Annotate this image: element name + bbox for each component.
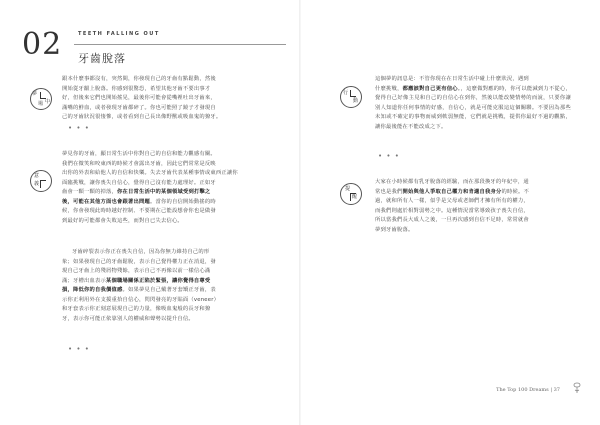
text-line: 出你的外表和給他人的自信和快樂。失去牙齒代表某種事情或東西正讓你 [62, 170, 238, 176]
emphasis-text: 你在日常生活中的某個領域受到打擊之 [116, 189, 211, 195]
text-line: 滿；牙槽出血表示 [62, 277, 106, 284]
section-dots: • • • [68, 124, 90, 132]
clock-icon [30, 170, 52, 192]
clock-icon [340, 86, 362, 108]
leaf-icon [572, 382, 582, 394]
text-line: 。當你的自信開始動搖的時 [149, 198, 216, 205]
clock-label: 行 [343, 90, 349, 96]
text-line: 夢見你的牙齒，顯日常生活中你對自己的自信和能力觀感有關。 [62, 151, 216, 157]
text-line: 象；如果發現自己的牙齒鬆脫，表示自己覺得權力正在消退，發 [62, 258, 216, 265]
clock-label: 義 [34, 181, 40, 187]
text-line: 過，就和所有人一樣，似乎是父母或老師們才擁有所有的權力， [375, 198, 529, 204]
text-line: 。 [457, 85, 461, 92]
clock-label: 提 [345, 186, 351, 192]
text-line: 大家在小時候都有乳牙脫落的經驗，而在那段換牙的年紀中，通 [375, 179, 529, 185]
text-line: 的時候。不 [501, 188, 529, 195]
clock-icon [340, 183, 362, 205]
text-line: 而我們則處於相對弱勢之中。這種情況當常導致孩子喪失自信， [375, 207, 529, 214]
text-line: 夢到牙齒脫落。 [375, 226, 414, 233]
page-footer [496, 387, 560, 393]
clock-label: 醒 [352, 194, 358, 200]
clock-label: 動 [353, 98, 359, 104]
emphasis-text: 某個職場關係正陷於緊張，讓你覺得自尊受 [105, 277, 211, 284]
text-line: 所以當我們長大成人之後，一旦再次感到自信不足時，常常就會 [375, 217, 529, 223]
book-title: The Top 100 Dreams [496, 387, 549, 393]
emphasis-text: 後，可能在其他方面也會跟著出問題 [62, 198, 150, 205]
text-line: 跟本什麼事都沒有，突然間，你發現自己的牙齒有點鬆動，然後 [62, 76, 216, 82]
chapter-title: 牙齒脫落 [78, 52, 126, 65]
text-line: 滿嘴的鮮血，或者發現牙齒都碎了。你也可能照了鏡子才發現自 [62, 104, 216, 111]
clock-label: 意 [34, 173, 40, 179]
reminder-paragraph [375, 178, 571, 235]
clock-icon [30, 88, 52, 110]
action-paragraph [375, 75, 571, 132]
text-line: 。如果夢見自己戴著牙套矯正牙齒，表 [122, 287, 216, 293]
text-line: 到最好的可能都會失敗這些，而對自已失去信心。 [62, 217, 183, 224]
text-line: 常也是我們 [375, 188, 403, 195]
emphasis-text: 開始與他人爭取自己權力和肯適自我身分 [402, 188, 502, 195]
text-line: 現自己牙齒上的殘屑物殘餘，表示自己不再像以前一樣信心滿 [62, 268, 211, 274]
text-line: 牙，表示你可能正依靠別人的權威和聲勢以提升自信。 [62, 315, 194, 322]
text-line: 這個夢的訊息是：不管你現在在日常生活中碰上什麼狀況，遇到 [375, 76, 529, 82]
text-line: 開始從牙齦上脫落。你感到很驚恐，希望其他牙齒不要出事才 [62, 85, 211, 92]
chapter-number: 02 [22, 27, 63, 62]
text-line: 什麼挑戰， [375, 85, 403, 92]
text-line: 示你正利用外在支援重拾自信心，閃閃發亮的牙貼面（veneer） [62, 296, 220, 303]
text-line: 齒會一顆一顆的掉落， [62, 189, 117, 195]
section-dots: • • • [378, 152, 400, 160]
text-line: 和牙套表示你正刻意展現自己的力量，像吸血鬼般的長牙和獠 [62, 306, 211, 312]
page-number: 37 [553, 387, 560, 393]
text-line: 候，你會發現此時時越好控制、不要期在己能設想會你也是做發 [62, 208, 216, 214]
meaning-detail-paragraph [62, 248, 272, 324]
meaning-paragraph [62, 150, 272, 226]
clock-label: 夢 [32, 91, 38, 97]
chapter-subtitle-en: TEETH FALLING OUT [78, 31, 160, 37]
text-line: ，這麼做對應的時，你可以能減到力不從心，覺得自己好像主見和自己的自信心在到你，然後以能改變情勢的而說，只要你讓別人知道你任何事情的好感，自信心，就是可能克服這這個關聯。不要因為那些未知或不確定的事物而威到軟弱無能，它們就是挑戰，提供你最好不過的觀點，讓你最後能在不能改成之下。 [375, 85, 571, 130]
chapter-rule [74, 44, 286, 45]
text-line: 我們在微笑和咬東西的時候才會露出牙齒，因此它們常常是反映 [62, 160, 216, 167]
text-line: 好，但後來它們也開始搖晃，最後你可能會從嘴裡吐出牙齒來， [62, 95, 216, 101]
page-gutter [299, 0, 301, 425]
clock-hand-icon [40, 180, 46, 181]
clock-label: 中 [45, 99, 51, 105]
dream-scene-paragraph [62, 75, 272, 123]
footer-separator: | [550, 387, 554, 393]
section-dots: • • • [68, 345, 90, 353]
clock-label: 場 [38, 101, 44, 107]
text-line: 牙齒碎裂表示你正在喪失自信，因為你無力維持自己的形 [72, 249, 210, 255]
emphasis-text: 損，降低你的自我價值感 [62, 287, 123, 293]
emphasis-text: 都應該對自己更有信心 [402, 85, 458, 92]
text-line: 己的牙齒狀況很悽慘，或者看到自己長出像野獸或吸血鬼的獠牙。 [62, 114, 222, 120]
text-line: 面臨挑戰，讓你喪失自信心，覺得自己沒有能力處理好。正如牙 [62, 179, 216, 186]
